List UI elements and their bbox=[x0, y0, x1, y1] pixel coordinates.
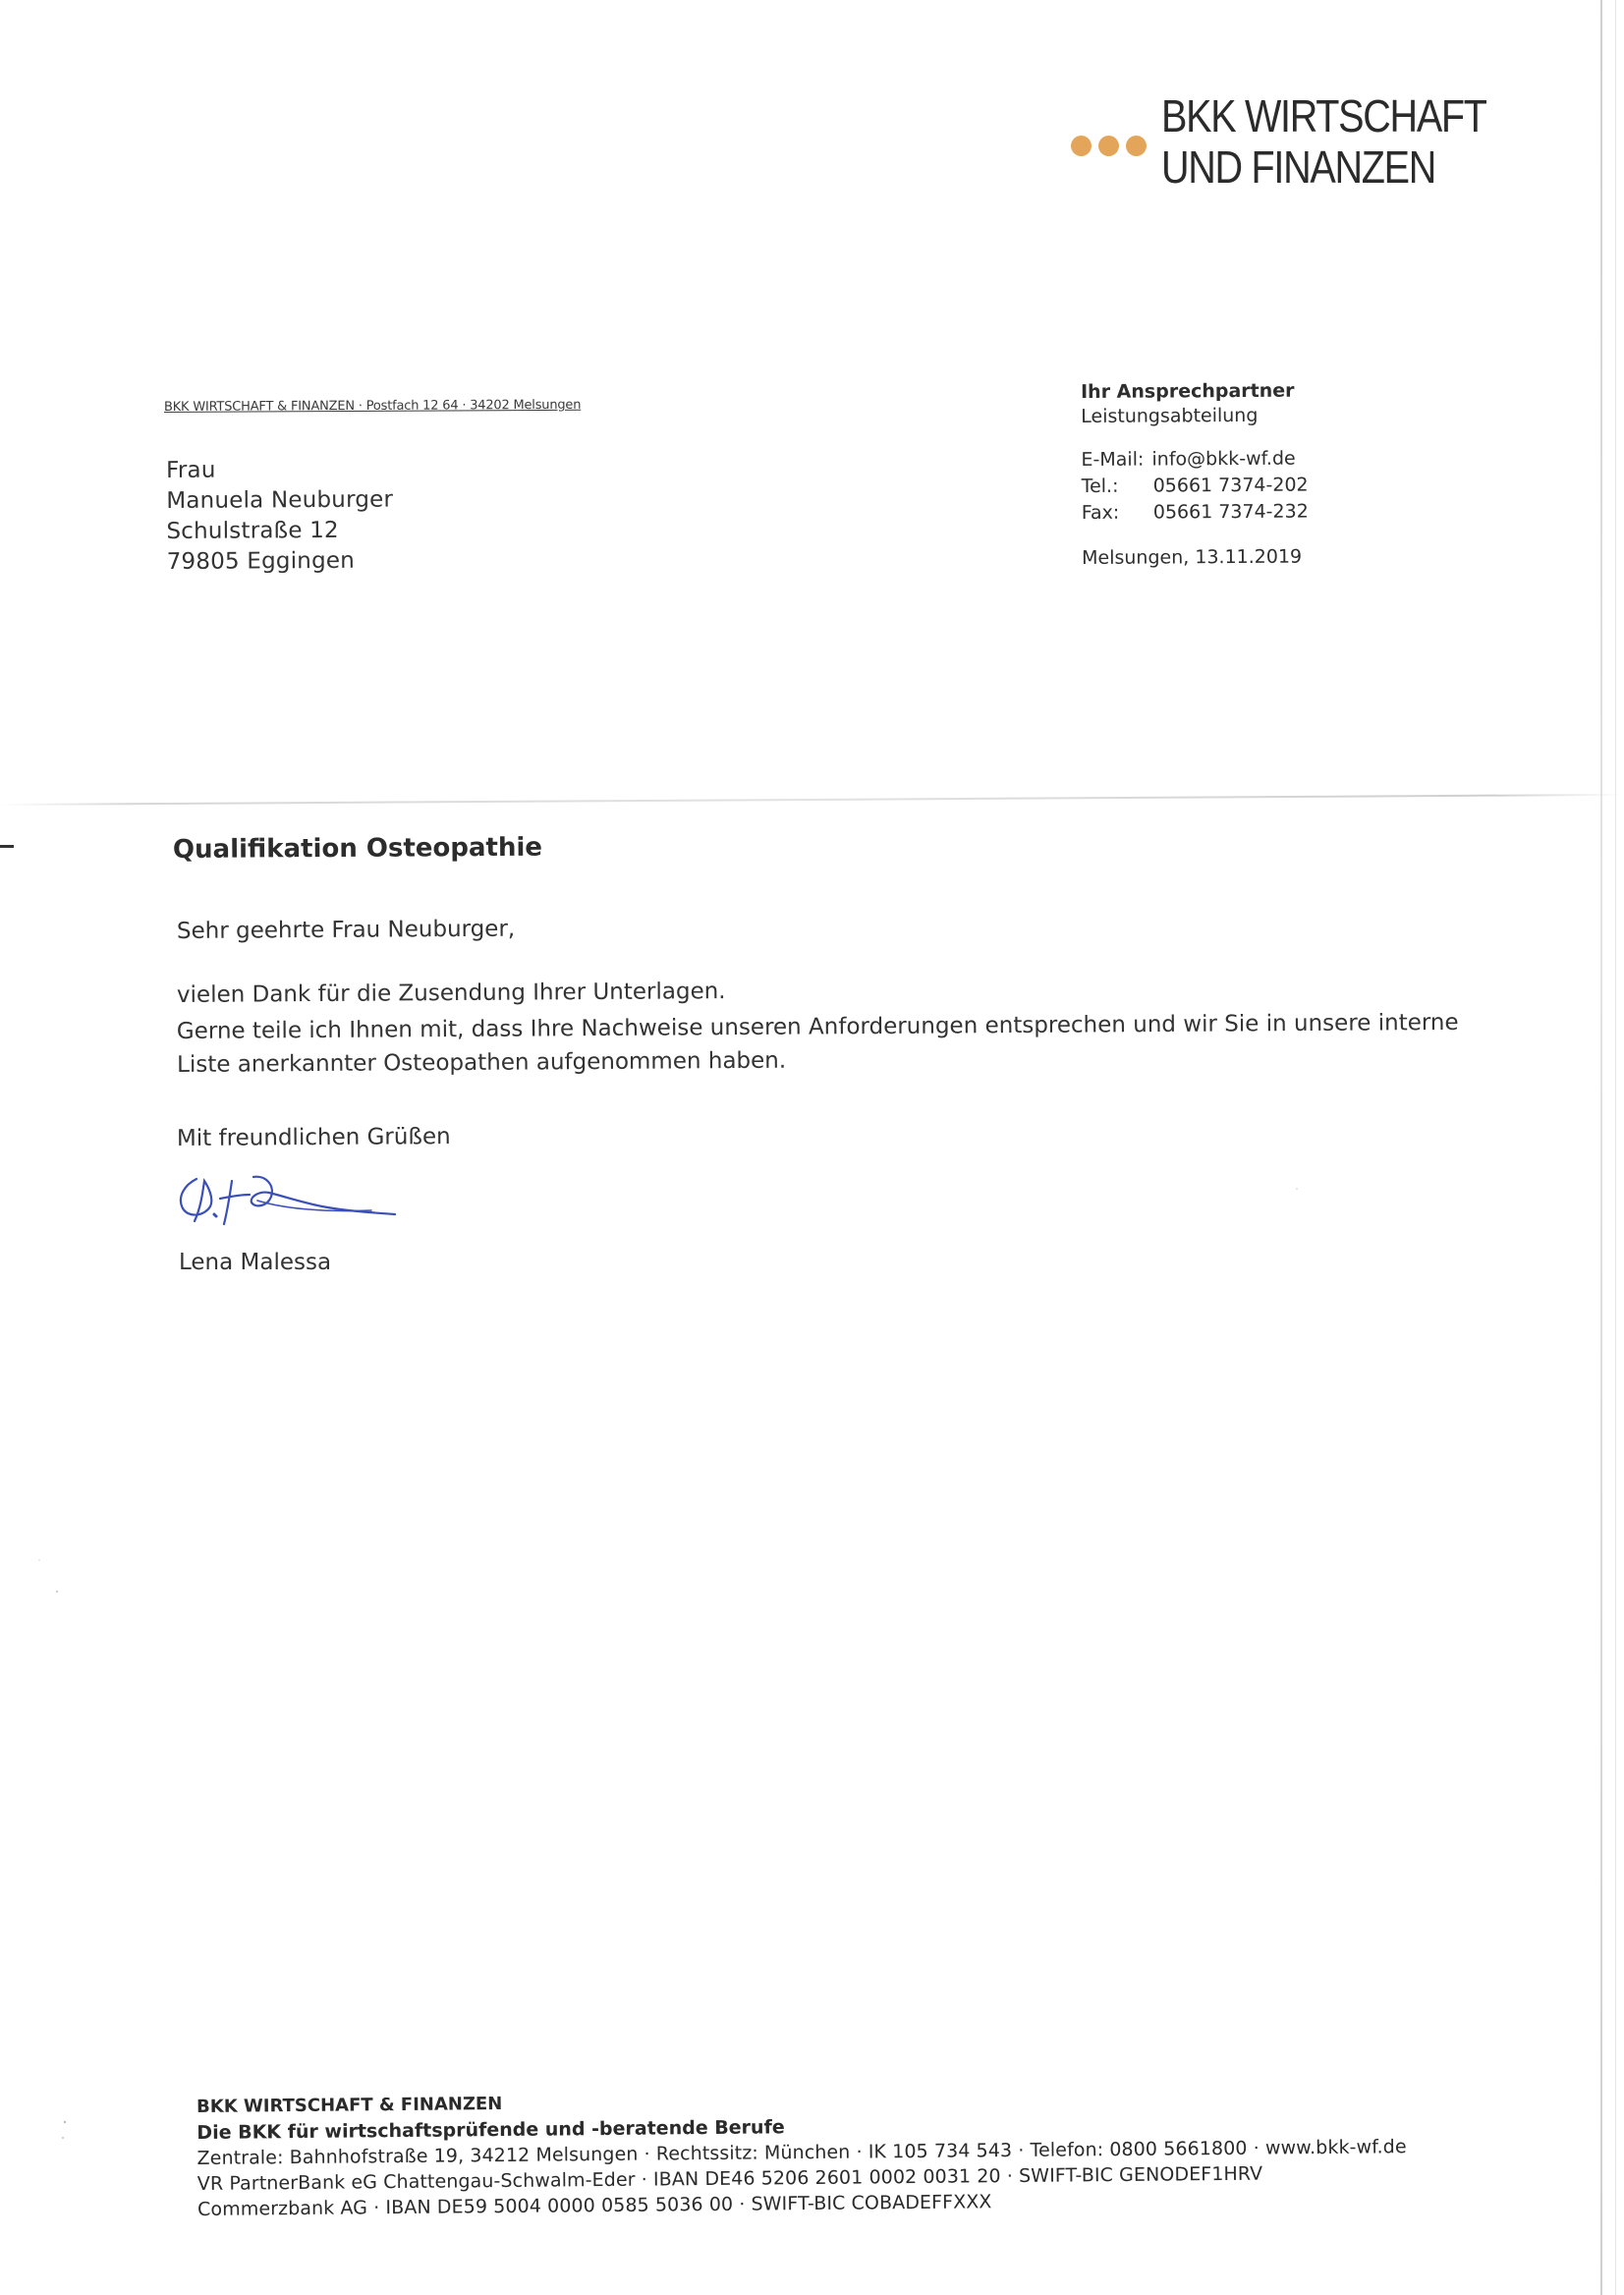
footer-bank-1: VR PartnerBank eG Chattengau-Schwalm-Eder · IBAN DE46 5206 2601 0002 0031 20 · SWIFT-BIC GENODEF1HRV bbox=[196, 2162, 1263, 2195]
letter-salutation: Sehr geehrte Frau Neuburger, bbox=[176, 916, 516, 944]
footer-bank-2: Commerzbank AG · IBAN DE59 5004 0000 0585 5036 00 · SWIFT-BIC COBADEFFXXX bbox=[197, 2191, 992, 2220]
contact-email-row bbox=[1081, 446, 1308, 474]
recipient-street: Schulstraße 12 bbox=[166, 517, 339, 544]
logo-dots bbox=[1071, 136, 1147, 156]
recipient-name: Manuela Neuburger bbox=[166, 486, 394, 514]
email-label: E-Mail: bbox=[1081, 448, 1145, 471]
signer-name: Lena Malessa bbox=[179, 1250, 332, 1275]
logo-wordmark bbox=[1161, 90, 1486, 193]
footer-tagline: Die BKK für wirtschaftsprüfende und -beratende Berufe bbox=[196, 2116, 785, 2144]
contact-block bbox=[1081, 380, 1309, 569]
recipient-city: 79805 Eggingen bbox=[166, 547, 356, 575]
footer-company: BKK WIRTSCHAFT & FINANZEN bbox=[196, 2094, 503, 2117]
logo-dot-icon bbox=[1098, 136, 1119, 156]
email-value: info@bkk-wf.de bbox=[1151, 447, 1296, 471]
recipient-salutation: Frau bbox=[166, 457, 216, 483]
contact-fax-row bbox=[1082, 499, 1309, 527]
fold-mark bbox=[0, 845, 14, 848]
sender-return-line: BKK WIRTSCHAFT & FINANZEN · Postfach 12 64 · 34202 Melsungen bbox=[163, 397, 582, 415]
paragraph-2-line-1: Gerne teile ich Ihnen mit, dass Ihre Nachweise unseren Anforderungen entsprechen und wir Sie in unsere interne bbox=[176, 1009, 1459, 1045]
letter-footer bbox=[196, 2083, 1407, 2222]
signature-icon bbox=[175, 1167, 411, 1236]
contact-title: Ihr Ansprechpartner bbox=[1081, 379, 1295, 403]
logo-line-1: BKK WIRTSCHAFT bbox=[1161, 90, 1486, 141]
letter-subject: Qualifikation Osteopathie bbox=[172, 832, 543, 865]
recipient-address bbox=[166, 455, 394, 578]
logo-dot-icon bbox=[1126, 136, 1147, 156]
scan-edge bbox=[1600, 0, 1602, 2295]
contact-department: Leistungsabteilung bbox=[1081, 404, 1259, 427]
letter-paragraph-2 bbox=[177, 1006, 1459, 1082]
letter-closing: Mit freundlichen Grüßen bbox=[176, 1124, 451, 1151]
logo-dot-icon bbox=[1071, 136, 1092, 156]
fax-value: 05661 7374-232 bbox=[1152, 500, 1309, 524]
place-date: Melsungen, 13.11.2019 bbox=[1082, 545, 1303, 569]
paragraph-2-line-2: Liste anerkannter Osteopathen aufgenommen haben. bbox=[177, 1047, 787, 1078]
contact-tel-row bbox=[1082, 473, 1309, 500]
tel-value: 05661 7374-202 bbox=[1152, 474, 1309, 497]
fax-label: Fax: bbox=[1081, 501, 1120, 524]
scan-edge-inner bbox=[1615, 0, 1616, 2295]
letter-paragraph-1: vielen Dank für die Zusendung Ihrer Unterlagen. bbox=[176, 979, 726, 1008]
fold-line bbox=[0, 794, 1624, 806]
footer-address: Zentrale: Bahnhofstraße 19, 34212 Melsungen · Rechtssitz: München · IK 105 734 543 · Telefon: 0800 5661800 · www.bkk-wf.de bbox=[196, 2136, 1407, 2169]
tel-label: Tel.: bbox=[1081, 475, 1119, 497]
logo-line-2: UND FINANZEN bbox=[1161, 141, 1436, 193]
company-logo bbox=[1071, 90, 1533, 198]
